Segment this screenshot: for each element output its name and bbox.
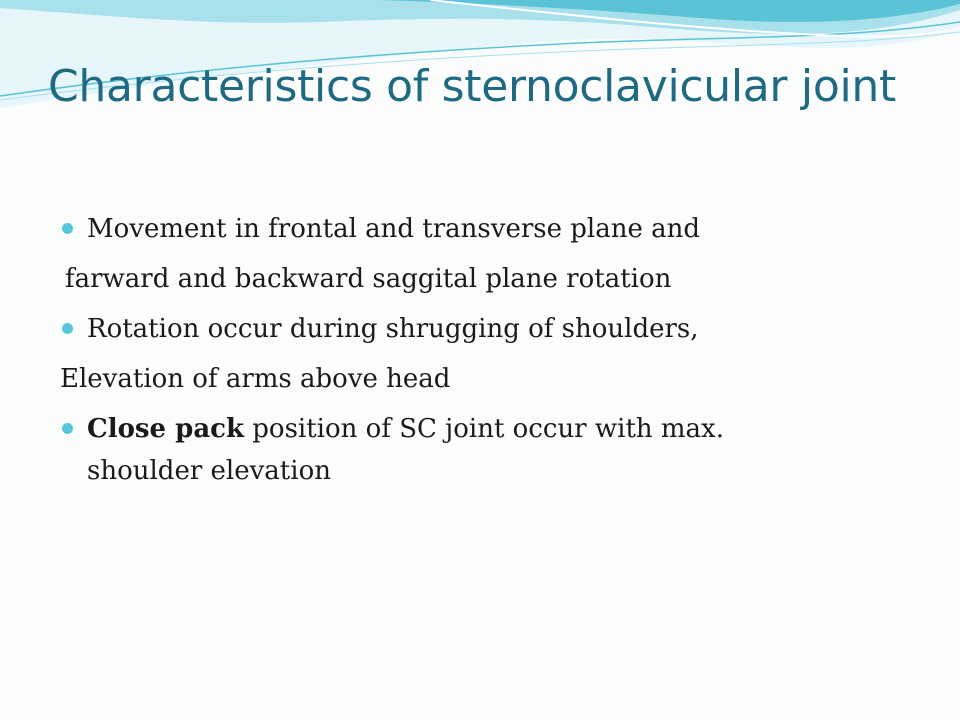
bullet-icon (62, 423, 73, 434)
bold-term: Close pack (87, 414, 245, 444)
bullet-text: position of SC joint occur with max. shoulder elevation (87, 414, 724, 486)
continuation-text: farward and backward saggital plane rotation (65, 264, 672, 294)
bullet-item (0, 304, 960, 354)
continuation-text: Elevation of arms above head (60, 364, 451, 394)
bullet-text: Movement in frontal and transverse plane and (87, 214, 701, 244)
slide-content (0, 204, 960, 492)
bullet-text: Rotation occur during shrugging of shoulders, (87, 314, 699, 344)
bullet-icon (62, 223, 73, 234)
slide-title: Characteristics of sternoclavicular joint (48, 61, 896, 112)
bullet-item (0, 408, 847, 492)
bullet-item (0, 204, 960, 254)
bullet-icon (62, 323, 73, 334)
continuation-line (0, 254, 960, 304)
continuation-line (0, 354, 960, 404)
